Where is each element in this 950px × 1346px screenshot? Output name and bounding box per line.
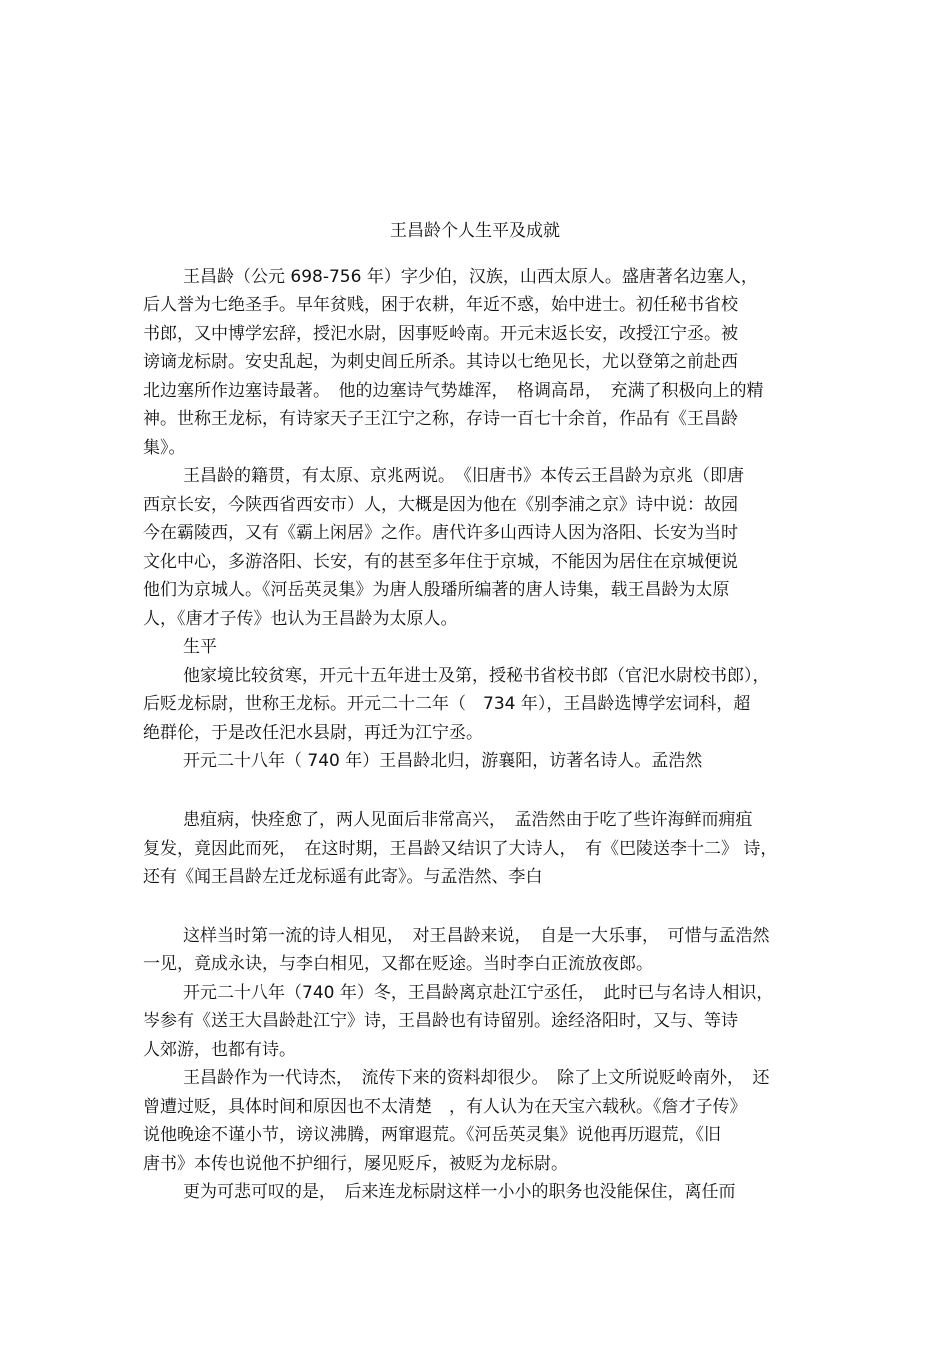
text-line: 复发，竟因此而死， 在这时期，王昌龄又结识了大诗人， 有《巴陵送李十二》 诗， <box>143 839 778 859</box>
text-line: 文化中心，多游洛阳、长安，有的甚至多年住于京城，不能因为居住在京城便说 <box>143 552 738 572</box>
text-line: 谤谪龙标尉。安史乱起，为刺史闾丘所杀。其诗以七绝见长，尤以登第之前赴西 <box>143 352 738 372</box>
text-line: 人，《唐才子传》也认为王昌龄为太原人。 <box>143 609 458 629</box>
text-line: 王昌龄（公元 698-756 年）字少伯，汉族，山西太原人。盛唐著名边塞人， <box>183 267 758 287</box>
text-line: 后人誉为七绝圣手。早年贫贱，困于农耕，年近不惑，始中进士。初任秘书省校 <box>143 295 738 315</box>
text-line: 说他晚途不谨小节，谤议沸腾，两窜遐荒。《河岳英灵集》说他再历遐荒，《旧 <box>143 1125 721 1145</box>
text-line: 岑参有《送王大昌龄赴江宁》诗，王昌龄也有诗留别。途经洛阳时，又与、等诗 <box>143 1011 738 1031</box>
text-line: 人郊游，也都有诗。 <box>143 1040 296 1060</box>
text-line: 开元二十八年（740 年）冬，王昌龄离京赴江宁丞任， 此时已与名诗人相识， <box>183 983 774 1003</box>
text-line: 绝群伦，于是改任汜水县尉，再迁为江宁丞。 <box>143 723 483 743</box>
text-line: 后贬龙标尉，世称王龙标。开元二十二年（ 734 年），王昌龄选博学宏词科，超 <box>143 694 751 714</box>
text-line: 西京长安，今陕西省西安市）人，大概是因为他在《别李浦之京》诗中说：故园 <box>143 495 738 515</box>
text-line: 王昌龄作为一代诗杰， 流传下来的资料却很少。 除了上文所说贬岭南外， 还 <box>183 1068 770 1088</box>
text-line: 今在霸陵西，又有《霸上闲居》之作。唐代许多山西诗人因为洛阳、长安为当时 <box>143 523 738 543</box>
text-line: 书郎，又中博学宏辞，授汜水尉，因事贬岭南。开元末返长安，改授江宁丞。被 <box>143 324 738 344</box>
text-line: 他家境比较贫寒，开元十五年进士及第，授秘书省校书郎（官汜水尉校书郎）， <box>183 666 770 686</box>
text-line: 一见，竟成永诀，与李白相见，又都在贬途。当时李白正流放夜郎。 <box>143 954 653 974</box>
text-line: 开元二十八年（ 740 年）王昌龄北归，游襄阳，访著名诗人。孟浩然 <box>183 751 703 771</box>
text-line: 唐书》本传也说他不护细行，屡见贬斥，被贬为龙标尉。 <box>143 1154 568 1174</box>
text-line: 北边塞所作边塞诗最著。 他的边塞诗气势雄浑， 格调高昂， 充满了积极向上的精 <box>143 381 764 401</box>
text-line: 神。世称王龙标，有诗家天子王江宁之称，存诗一百七十余首，作品有《王昌龄 <box>143 409 738 429</box>
text-line: 还有《闻王昌龄左迁龙标遥有此寄》。与孟浩然、李白 <box>143 867 543 887</box>
text-line: 这样当时第一流的诗人相见， 对王昌龄来说， 自是一大乐事， 可惜与孟浩然 <box>183 926 770 946</box>
text-line: 曾遭过贬，具体时间和原因也不太清楚 ，有人认为在天宝六载秋。《詹才子传》 <box>143 1097 747 1117</box>
text-line: 他们为京城人。《河岳英灵集》为唐人殷璠所编著的唐人诗集，载王昌龄为太原 <box>143 580 730 600</box>
text-line: 集》。 <box>143 438 186 458</box>
text-line: 患疽病，快痊愈了，两人见面后非常高兴， 孟浩然由于吃了些许海鲜而痈疽 <box>183 810 753 830</box>
section-heading: 生平 <box>183 637 217 657</box>
text-line: 王昌龄的籍贯，有太原、京兆两说。 《旧唐书》本传云王昌龄为京兆（即唐 <box>183 466 744 486</box>
text-line: 更为可悲可叹的是， 后来连龙标尉这样一小小的职务也没能保住，离任而 <box>183 1182 736 1202</box>
page-title: 王昌龄个人生平及成就 <box>390 221 560 241</box>
